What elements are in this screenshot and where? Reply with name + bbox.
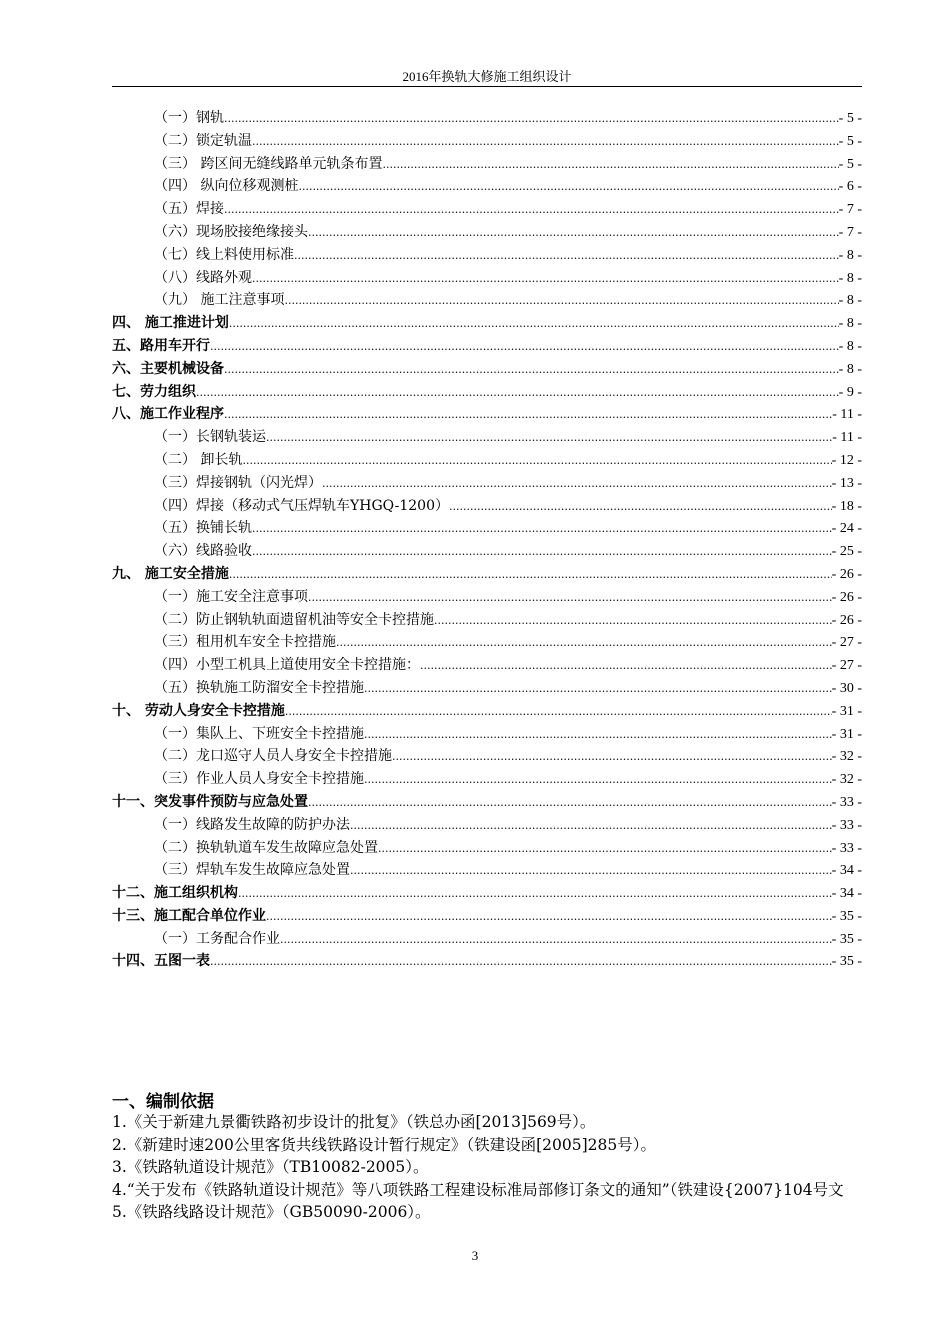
- toc-dot-leader: [284, 294, 838, 307]
- toc-entry-title: （五）换轨施工防溜安全卡控措施: [154, 679, 364, 696]
- toc-dot-leader: [322, 477, 832, 490]
- toc-entry-title: 九、 施工安全措施: [112, 565, 229, 582]
- toc-entry-title: （三）租用机车安全卡控措施: [154, 634, 336, 651]
- toc-entry-page: - 8 -: [838, 270, 862, 286]
- toc-entry[interactable]: [112, 153, 862, 176]
- toc-entry-title: （二）锁定轨温: [154, 132, 252, 149]
- toc-entry-page: - 8 -: [838, 316, 862, 332]
- toc-entry[interactable]: [112, 609, 862, 632]
- toc-entry-page: - 6 -: [838, 179, 862, 195]
- toc-dot-leader: [224, 363, 839, 376]
- toc-entry-title: （一）集队上、下班安全卡控措施: [154, 725, 364, 742]
- toc-entry[interactable]: [112, 175, 862, 198]
- toc-entry-title: （三）作业人员人身安全卡控措施: [154, 771, 364, 788]
- toc-entry[interactable]: [112, 791, 862, 814]
- toc-entry-title: （九） 施工注意事项: [154, 292, 285, 309]
- page-number: 3: [471, 1248, 479, 1263]
- toc-entry-title: 十四、五图一表: [112, 953, 210, 970]
- toc-entry-title: （二） 卸长轨: [154, 451, 243, 468]
- toc-entry-page: - 18 -: [831, 498, 862, 514]
- toc-entry[interactable]: [112, 358, 862, 381]
- toc-entry-title: （六）线路验收: [154, 543, 252, 560]
- toc-entry-page: - 31 -: [831, 726, 862, 742]
- toc-entry-title: 十、 劳动人身安全卡控措施: [112, 702, 285, 719]
- toc-dot-leader: [224, 112, 839, 125]
- toc-dot-leader: [392, 750, 832, 763]
- toc-dot-leader: [350, 864, 832, 877]
- toc-dot-leader: [266, 910, 832, 923]
- toc-dot-leader: [378, 842, 832, 855]
- toc-entry[interactable]: [112, 335, 862, 358]
- toc-entry[interactable]: [112, 700, 862, 723]
- reference-item: 4.“关于发布《铁路轨道设计规范》等八项铁路工程建设标准局部修订条文的通知”（铁建设{2007}104号文: [112, 1180, 844, 1199]
- toc-entry[interactable]: [112, 859, 862, 882]
- toc-dot-leader: [224, 203, 839, 216]
- toc-dot-leader: [420, 659, 832, 672]
- toc-entry-title: （五）换铺长轨: [154, 520, 252, 537]
- toc-entry[interactable]: [112, 267, 862, 290]
- toc-dot-leader: [350, 819, 832, 832]
- toc-entry[interactable]: [112, 449, 862, 472]
- toc-entry[interactable]: [112, 950, 862, 973]
- toc-entry-title: 七、劳力组织: [112, 383, 196, 400]
- toc-entry-title: （二）换轨轨道车发生故障应急处置: [154, 839, 378, 856]
- toc-entry-page: - 13 -: [831, 475, 862, 491]
- toc-entry-title: （二）龙口巡守人员人身安全卡控措施: [154, 748, 392, 765]
- toc-entry-title: （一）长钢轨装运: [154, 429, 266, 446]
- toc-entry-title: （四）小型工机具上道使用安全卡控措施：: [154, 657, 420, 674]
- toc-entry-title: （六）现场胶接绝缘接头: [154, 223, 308, 240]
- toc-entry-page: - 24 -: [831, 521, 862, 537]
- reference-item: 2.《新建时速200公里客货共线铁路设计暂行规定》（铁建设函[2005]285号）。: [112, 1135, 657, 1154]
- toc-entry-title: （四）焊接（移动式气压焊轨车YHGQ-1200）: [154, 497, 449, 514]
- toc-entry-page: - 7 -: [838, 202, 862, 218]
- toc-entry-page: - 27 -: [831, 635, 862, 651]
- toc-dot-leader: [224, 408, 832, 421]
- toc-entry[interactable]: [112, 928, 862, 951]
- toc-entry-page: - 25 -: [831, 544, 862, 560]
- toc-entry-page: - 30 -: [831, 680, 862, 696]
- toc-dot-leader: [308, 591, 832, 604]
- toc-dot-leader: [242, 454, 831, 467]
- toc-entry-page: - 11 -: [832, 407, 862, 423]
- toc-entry[interactable]: [112, 244, 862, 267]
- toc-entry-page: - 7 -: [838, 224, 862, 240]
- toc-entry-page: - 5 -: [838, 133, 862, 149]
- toc-entry-page: - 26 -: [831, 589, 862, 605]
- toc-entry[interactable]: [112, 586, 862, 609]
- toc-entry-title: （三） 跨区间无缝线路单元轨条布置: [154, 155, 383, 172]
- toc-entry-page: - 33 -: [831, 794, 862, 810]
- toc-dot-leader: [294, 249, 839, 262]
- toc-dot-leader: [434, 614, 832, 627]
- toc-dot-leader: [364, 728, 832, 741]
- table-of-contents: [112, 107, 862, 973]
- toc-entry-page: - 35 -: [831, 931, 862, 947]
- toc-entry-page: - 5 -: [838, 156, 862, 172]
- toc-entry-page: - 32 -: [831, 749, 862, 765]
- toc-entry-title: （四） 纵向位移观测桩: [154, 178, 299, 195]
- toc-dot-leader: [210, 340, 839, 353]
- toc-entry-page: - 8 -: [838, 361, 862, 377]
- header-divider: [112, 86, 862, 87]
- toc-dot-leader: [229, 568, 832, 581]
- reference-item: 5.《铁路线路设计规范》（GB50090-2006）。: [112, 1203, 431, 1221]
- toc-entry[interactable]: [112, 631, 862, 654]
- toc-entry-title: 四、 施工推进计划: [112, 315, 229, 332]
- toc-entry[interactable]: [112, 563, 862, 586]
- toc-entry-title: （一）线路发生故障的防护办法: [154, 816, 350, 833]
- toc-entry[interactable]: [112, 472, 862, 495]
- toc-entry[interactable]: [112, 745, 862, 768]
- toc-dot-leader: [266, 431, 832, 444]
- toc-entry-page: - 8 -: [838, 293, 862, 309]
- toc-entry[interactable]: [112, 426, 862, 449]
- toc-dot-leader: [364, 682, 832, 695]
- toc-entry[interactable]: [112, 768, 862, 791]
- toc-entry-title: （七）线上料使用标准: [154, 246, 294, 263]
- toc-entry[interactable]: [112, 517, 862, 540]
- toc-entry-title: 十一、突发事件预防与应急处置: [112, 793, 308, 810]
- toc-dot-leader: [364, 773, 832, 786]
- toc-dot-leader: [252, 135, 839, 148]
- toc-entry-title: 十三、施工配合单位作业: [112, 907, 266, 924]
- toc-dot-leader: [308, 796, 832, 809]
- toc-entry[interactable]: [112, 882, 862, 905]
- toc-entry-title: （三）焊轨车发生故障应急处置: [154, 862, 350, 879]
- toc-entry[interactable]: [112, 198, 862, 221]
- toc-entry-title: （一）钢轨: [154, 110, 224, 126]
- toc-entry-title: 十二、施工组织机构: [112, 885, 238, 902]
- toc-entry[interactable]: [112, 381, 862, 404]
- toc-dot-leader: [449, 500, 832, 513]
- toc-entry-title: （八）线路外观: [154, 269, 252, 286]
- toc-dot-leader: [196, 386, 839, 399]
- toc-entry-page: - 32 -: [831, 772, 862, 788]
- toc-entry-title: （一）施工安全注意事项: [154, 588, 308, 605]
- toc-entry-page: - 31 -: [831, 703, 862, 719]
- toc-entry-page: - 35 -: [831, 954, 862, 970]
- compilation-basis-section: [112, 1087, 872, 1224]
- toc-dot-leader: [229, 317, 839, 330]
- page-header: 2016年换轨大修施工组织设计: [402, 69, 572, 84]
- toc-dot-leader: [308, 226, 839, 239]
- toc-entry[interactable]: [112, 677, 862, 700]
- toc-dot-leader: [285, 705, 832, 718]
- toc-entry[interactable]: [112, 723, 862, 746]
- toc-entry-title: （一）工务配合作业: [154, 930, 280, 947]
- toc-entry-title: （二）防止钢轨轨面遗留机油等安全卡控措施: [154, 611, 434, 628]
- toc-entry-title: 八、施工作业程序: [112, 406, 224, 423]
- toc-dot-leader: [336, 636, 832, 649]
- toc-entry-page: - 26 -: [831, 566, 862, 582]
- toc-entry[interactable]: [112, 814, 862, 837]
- toc-entry-page: - 11 -: [832, 430, 862, 446]
- toc-entry-title: 五、路用车开行: [112, 337, 210, 354]
- toc-dot-leader: [252, 545, 832, 558]
- toc-entry-page: - 8 -: [838, 247, 862, 263]
- toc-entry[interactable]: [112, 905, 862, 928]
- toc-entry[interactable]: [112, 130, 862, 153]
- reference-item: 3.《铁路轨道设计规范》（TB10082-2005）。: [112, 1158, 429, 1176]
- toc-entry-page: - 8 -: [838, 338, 862, 354]
- toc-entry[interactable]: [112, 289, 862, 312]
- toc-entry-page: - 26 -: [831, 612, 862, 628]
- toc-entry[interactable]: [112, 495, 862, 518]
- toc-dot-leader: [298, 180, 838, 193]
- toc-dot-leader: [252, 522, 832, 535]
- toc-dot-leader: [238, 887, 832, 900]
- toc-entry-title: （五）焊接: [154, 201, 224, 218]
- toc-entry[interactable]: [112, 654, 862, 677]
- toc-entry[interactable]: [112, 221, 862, 244]
- toc-entry-page: - 12 -: [831, 452, 862, 468]
- toc-dot-leader: [382, 158, 838, 171]
- section-heading: 一、编制依据: [112, 1092, 214, 1112]
- toc-entry-page: - 5 -: [838, 111, 862, 126]
- toc-entry[interactable]: [112, 312, 862, 335]
- toc-entry-page: - 34 -: [831, 886, 862, 902]
- toc-dot-leader: [210, 955, 832, 968]
- toc-entry-page: - 34 -: [831, 863, 862, 879]
- toc-dot-leader: [252, 272, 839, 285]
- toc-entry-page: - 27 -: [831, 658, 862, 674]
- toc-entry-page: - 33 -: [831, 840, 862, 856]
- toc-dot-leader: [280, 933, 832, 946]
- toc-entry[interactable]: [112, 403, 862, 426]
- toc-entry-page: - 9 -: [838, 384, 862, 400]
- toc-entry[interactable]: [112, 107, 862, 130]
- toc-entry-page: - 33 -: [831, 817, 862, 833]
- toc-entry-title: 六、主要机械设备: [112, 360, 224, 377]
- toc-entry-page: - 35 -: [831, 908, 862, 924]
- reference-item: 1.《关于新建九景衢铁路初步设计的批复》（铁总办函[2013]569号）。: [112, 1113, 596, 1131]
- toc-entry[interactable]: [112, 837, 862, 860]
- toc-entry[interactable]: [112, 540, 862, 563]
- toc-entry-title: （三）焊接钢轨（闪光焊）: [154, 474, 322, 491]
